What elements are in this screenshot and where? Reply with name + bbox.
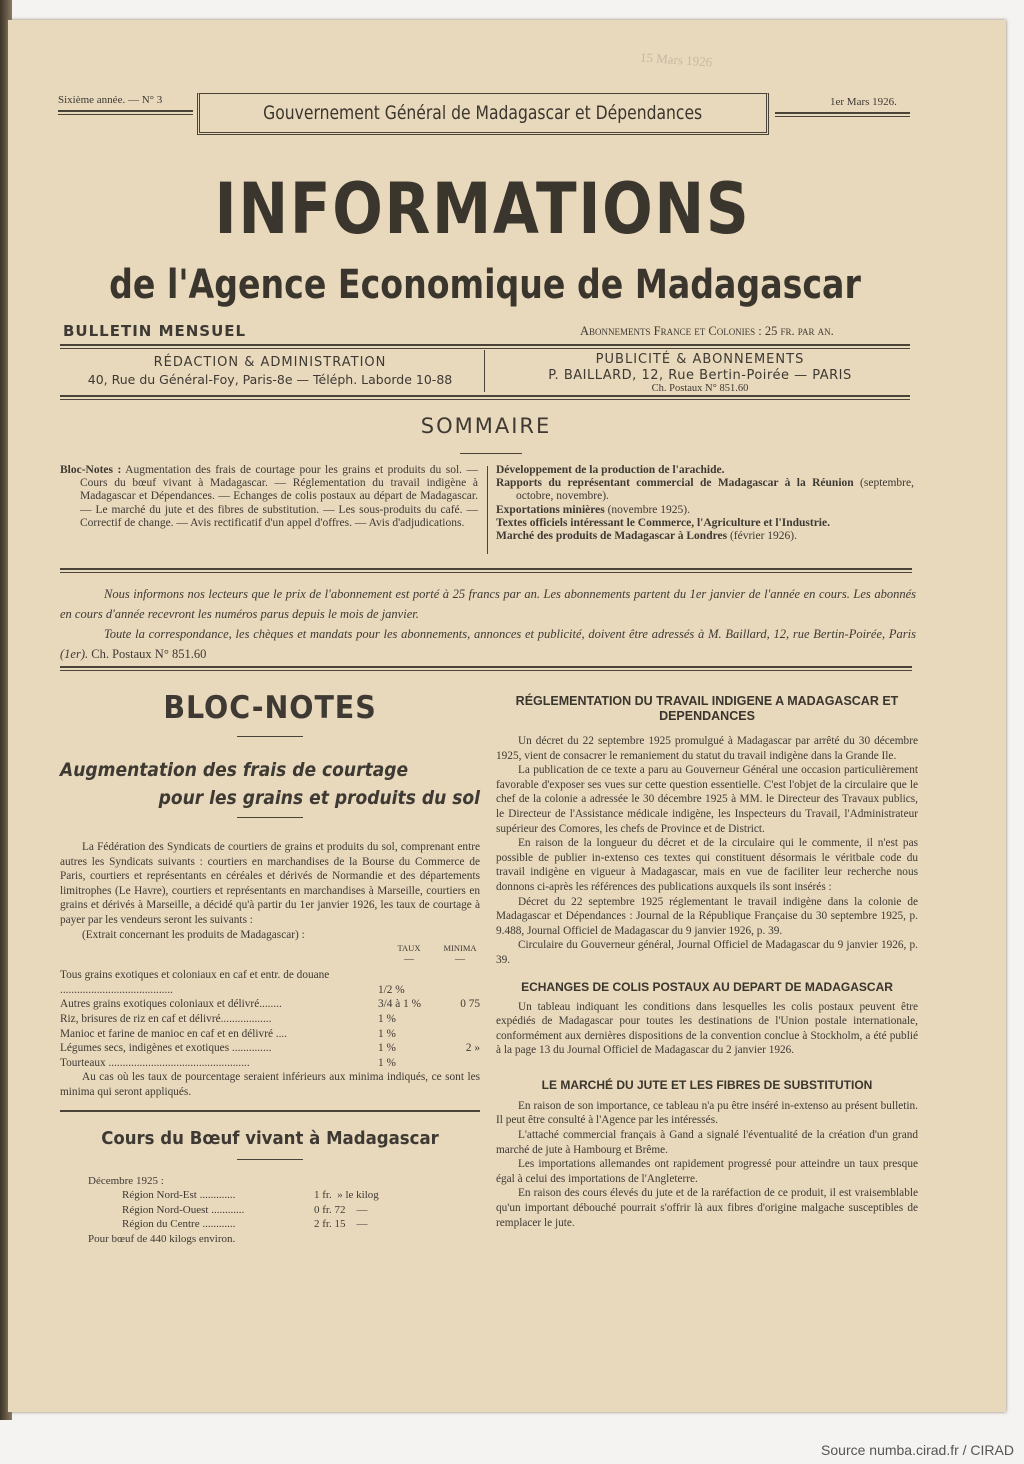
source-credit: Source numba.cirad.fr / CIRAD <box>821 1442 1014 1458</box>
rate-taux: 1 % <box>378 1056 396 1069</box>
article-paragraph: La Fédération des Syndicats de courtiers de grains et produits du sol, comprenant entre autres les Syndicats suivants : courtiers en marchandises de la Bourse du Commerce de Paris, courtiers et représentants en céréales et dérivés de Normandie et des départements limitrophes (Le Havre), courtiers et représentants en marchandises à Marseille, courtiers en grains et dérivés à Marseille, a décidé qu'à partir du 1er janvier 1926, les taux de courtage à payer par les vendeurs seront les suivants : <box>60 841 480 926</box>
sommaire-item <box>496 517 914 530</box>
issue-number: Sixième année. — N° 3 <box>58 94 163 106</box>
article-paragraph: En raison des cours élevés du jute et de la raréfaction de ce produit, il est vraisemblable qu'un important débouché pourrait s'offrir là aux fibres d'origine malgache susceptibles de remplacer le jute. <box>496 1187 918 1229</box>
travail-article <box>496 734 918 968</box>
divider <box>775 112 910 117</box>
left-column <box>60 690 480 1246</box>
sommaire-item <box>496 530 914 543</box>
sommaire-right <box>496 464 914 543</box>
rate-taux: 1/2 % <box>378 983 405 996</box>
boeuf-row <box>122 1188 480 1203</box>
sommaire-item-detail: (septembre, octobre, novembre). <box>516 477 914 503</box>
publicity-title: PUBLICITÉ & ABONNEMENTS <box>595 352 805 367</box>
right-column <box>496 694 918 1230</box>
rate-label: Manioc et farine de manioc en caf et en délivré .... <box>60 1027 288 1040</box>
travail-title: RÉGLEMENTATION DU TRAVAIL INDIGENE A MADAGASCAR ET DEPENDANCES <box>515 694 899 723</box>
sommaire-item <box>496 504 914 517</box>
sommaire-text: Augmentation des frais de courtage pour les grains et produits du sol. — Cours du bœuf vivant à Madagascar. — Réglementation du travail indigène à Madagascar et Dépendances. — Echanges de colis postaux au départ de Madagascar. — Le marché du jute et des fibres de substitution. — Les sous-produits du café. — Correctif de change. — Avis rectificatif d'un appel d'offres. — Avis d'adjudications. <box>80 464 479 529</box>
divider <box>460 453 522 454</box>
section-title: BLOC-NOTES <box>163 690 377 726</box>
table-row <box>60 968 480 997</box>
boeuf-row <box>122 1203 480 1218</box>
article-paragraph: L'attaché commercial français à Gand a signalé l'éventualité de la création d'un grand marché de jute à Hambourg et Brême. <box>496 1129 918 1156</box>
column-header: TAUX <box>397 943 421 954</box>
divider <box>60 395 910 400</box>
table-row <box>60 1056 480 1071</box>
bulletin-label: BULLETIN MENSUEL <box>63 322 247 340</box>
divider <box>237 817 303 818</box>
rate-minima <box>440 1056 480 1071</box>
divider <box>60 568 912 573</box>
article-paragraph: (Extrait concernant les produits de Madagascar) : <box>82 928 305 941</box>
sommaire-item <box>496 464 914 477</box>
government-banner <box>197 93 769 135</box>
article-paragraph: Un tableau indiquant les conditions dans lesquelles les colis postaux peuvent être expédiés de Madagascar pour toutes les destinations de l'Union postale internationale, conformément aux dernières dispositions de la convention conclue à Stockholm, a été publié à la page 13 du Journal Officiel de Madagascar du 2 janvier 1926. <box>496 1000 918 1057</box>
rate-minima: 2 » <box>465 1042 480 1055</box>
divider <box>60 666 912 671</box>
article-paragraph: Circulaire du Gouverneur général, Journal Officiel de Madagascar du 9 janvier 1926, p. 39. <box>496 939 918 966</box>
jute-article <box>496 1099 918 1230</box>
article-paragraph: Un décret du 22 septembre 1925 promulgué à Madagascar par arrêté du 30 décembre 1925, vient de consacrer le remaniement du statut du travail indigène dans la Grande Ile. <box>496 735 918 762</box>
boeuf-region: Région Nord-Ouest ............ <box>122 1203 245 1216</box>
boeuf-price: 1 fr. » le kilog <box>314 1189 379 1202</box>
table-row <box>60 1027 480 1042</box>
article-paragraph: Les importations allemandes ont rapidement progressé pour atteindre un taux presque égal à celui des importations de l'Angleterre. <box>496 1158 918 1185</box>
rate-taux: 1 % <box>378 1027 396 1040</box>
sommaire-item-bold: Rapports du représentant commercial de Madagascar à la Réunion <box>496 477 854 490</box>
article-title: pour les grains et produits du sol <box>158 787 480 809</box>
notice-postal: Ch. Postaux N° 851.60 <box>88 647 207 661</box>
table-row <box>60 1012 480 1027</box>
boeuf-price: 2 fr. 15 — <box>314 1218 368 1231</box>
divider <box>60 1110 480 1112</box>
rate-minima <box>440 1027 480 1042</box>
notice-paragraph: Nous informons nos lecteurs que le prix de l'abonnement est porté à 25 francs par an. Les abonnements partent du 1er janvier de l'année en cours. Les abonnés en cours d'année recevront les numéros parus depuis le mois de janvier. <box>60 587 916 621</box>
notice-paragraph <box>60 624 916 664</box>
divider <box>237 736 303 737</box>
sommaire-item-bold: Textes officiels intéressant le Commerce, l'Agriculture et l'Industrie. <box>496 516 830 529</box>
header-dashes: — — <box>404 954 465 966</box>
redaction-address: 40, Rue du Général-Foy, Paris-8e — Téléph. Laborde 10-88 <box>87 372 453 387</box>
colis-article <box>496 1000 918 1058</box>
rate-taux: 1 % <box>378 1042 396 1055</box>
rate-minima <box>440 1012 480 1027</box>
boeuf-month: Décembre 1925 : <box>88 1174 164 1187</box>
subscription-notice <box>60 584 916 664</box>
article-paragraph: Au cas où les taux de pourcentage seraient inférieurs aux minima indiqués, ce sont les minima qui seront appliqués. <box>60 1071 480 1098</box>
issue-date: 1er Mars 1926. <box>830 96 897 108</box>
jute-title: LE MARCHÉ DU JUTE ET LES FIBRES DE SUBSTITUTION <box>541 1077 873 1092</box>
received-stamp: 15 Mars 1926 <box>639 49 713 70</box>
article-paragraph: Décret du 22 septembre 1925 réglementant le travail indigène dans la colonie de Madagascar et Dépendances : Journal de la République Française du 30 septembre 1925, p. 9.488, Journal Officiel de Madagascar du 9 janvier 1926, p. 39. <box>496 895 918 937</box>
column-header: MINIMA <box>443 943 477 954</box>
boeuf-title: Cours du Bœuf vivant à Madagascar <box>101 1127 439 1149</box>
sommaire-item-bold: Marché des produits de Madagascar à Londres <box>496 530 728 543</box>
divider <box>237 1159 303 1160</box>
boeuf-prices <box>122 1188 480 1232</box>
sommaire-heading: SOMMAIRE <box>420 414 552 438</box>
boeuf-region: Région Nord-Est ............. <box>122 1189 236 1202</box>
masthead-subtitle: de l'Agence Economique de Madagascar <box>109 262 861 308</box>
rate-label: Autres grains exotiques coloniaux et délivré........ <box>60 998 282 1011</box>
rates-table-header <box>378 942 480 954</box>
article-paragraph: En raison de la longueur du décret et de la circulaire qui le commente, il n'est pas possible de publier in-extenso ces textes qui constituent désormais le véritbale code du travail indigène en vigueur à Madagascar, mais en vue de faciliter leur recherche nous donnons ci-après les références des publications auxquels ils sont insérés : <box>496 837 918 893</box>
article-title: Augmentation des frais de courtage <box>60 759 409 781</box>
rate-taux: 3/4 à 1 % <box>378 998 421 1011</box>
sommaire-item-bold: Exportations minières <box>496 503 605 516</box>
article-paragraph: La publication de ce texte a paru au Gouverneur Général une occasion particulièrement favorable d'exposer ses vues sur cette question essentielle. C'est l'objet de la circulaire que le chef de la colonie a adressée le 30 décembre 1925 à MM. le Directeur des Travaux publics, le Directeur de l'Assistance médicale indigène, les Inspecteurs du Travail, l'Administrateur supérieur des Comores, les chefs de Province et de District. <box>496 764 918 835</box>
boeuf-price: 0 fr. 72 — <box>314 1203 368 1216</box>
publicity-address: P. BAILLARD, 12, Rue Bertin-Poirée — PARIS <box>548 368 852 383</box>
rate-label: Tous grains exotiques et coloniaux en caf et entr. de douane ........................................ <box>60 969 330 996</box>
article-paragraph: En raison de son importance, ce tableau n'a pu être inséré in-extenso au présent bulletin. Il peut être consulté à l'Agence par les intéressés. <box>496 1099 918 1127</box>
rates-table <box>60 968 480 1070</box>
boeuf-note: Pour bœuf de 440 kilogs environ. <box>88 1232 236 1245</box>
masthead-title: INFORMATIONS <box>214 168 751 250</box>
sommaire-item-detail: (février 1926). <box>727 530 798 543</box>
sommaire-lead: Bloc-Notes : <box>60 464 122 476</box>
government-title: Gouvernement Général de Madagascar et Dépendances <box>263 102 703 124</box>
sommaire-left <box>60 464 478 530</box>
redaction-title: RÉDACTION & ADMINISTRATION <box>153 355 387 370</box>
sommaire-item <box>496 477 914 503</box>
rate-label: Tourteaux .................................................. <box>60 1056 250 1069</box>
divider <box>484 350 485 392</box>
sommaire-item-detail: (novembre 1925). <box>604 503 690 516</box>
boeuf-row <box>122 1217 480 1232</box>
colis-title: ECHANGES DE COLIS POSTAUX AU DEPART DE MADAGASCAR <box>521 979 893 994</box>
rate-minima: 0 75 <box>460 998 480 1011</box>
table-row <box>60 1041 480 1056</box>
divider <box>60 344 910 349</box>
notice-italic: Toute la correspondance, les chèques et mandats pour les abonnements, annonces et publicité, doivent être adressés à M. Baillard, 12, rue Bertin-Poirée, Paris (1er). <box>60 627 916 661</box>
rate-label: Légumes secs, indigènes et exotiques .............. <box>60 1042 272 1055</box>
rate-taux: 1 % <box>378 1012 396 1025</box>
divider <box>58 110 193 115</box>
rate-label: Riz, brisures de riz en caf et délivré.................. <box>60 1012 272 1025</box>
sommaire-item-bold: Développement de la production de l'arachide. <box>496 464 725 476</box>
subscription-price: Abonnements France et Colonies : 25 fr. par an. <box>580 324 834 338</box>
boeuf-region: Région du Centre ............ <box>122 1218 236 1231</box>
table-row <box>60 997 480 1012</box>
divider <box>487 466 488 554</box>
postal-account: Ch. Postaux N° 851.60 <box>651 383 749 394</box>
